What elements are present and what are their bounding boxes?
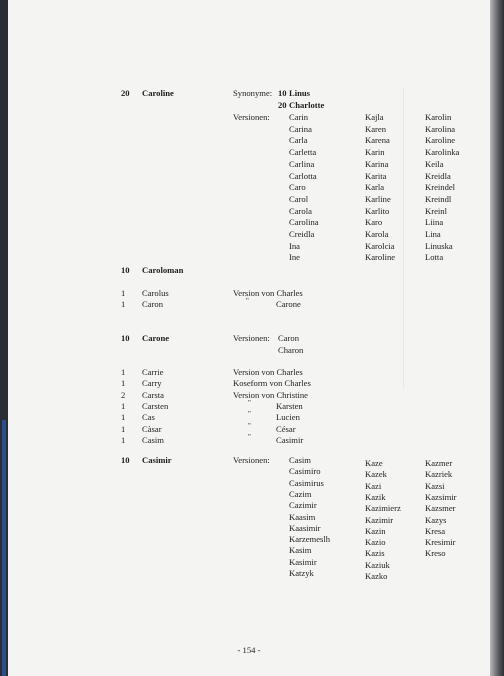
sub-name: Carry [142, 378, 162, 389]
version-name: Keila [425, 158, 444, 169]
version-name: Karoline [425, 135, 456, 146]
sub-count: 1 [121, 378, 126, 389]
version-name: Kasim [289, 545, 312, 556]
version-name: Kreso [425, 548, 446, 559]
sub-count: 1 [121, 423, 126, 434]
version-name: Carina [289, 123, 312, 134]
sub-name: Cas [142, 412, 155, 423]
sub-count: 1 [121, 400, 126, 411]
version-name: Carolina [289, 217, 319, 228]
version-name: Karline [365, 193, 391, 204]
ditto-mark: " [248, 410, 251, 419]
sub-text: César [276, 423, 296, 434]
ditto-mark: " [248, 432, 251, 441]
sub-name: Carsten [142, 400, 169, 411]
page-number: - 154 - [237, 645, 261, 655]
version-name: Lotta [425, 252, 444, 263]
version-name: Carin [289, 112, 309, 122]
version-name: Kresimir [425, 537, 456, 548]
synonyms-label: Synonyme: [233, 88, 273, 98]
version-name: Karita [365, 170, 387, 181]
cover-edge [2, 420, 6, 676]
version-name: Kaze [365, 458, 383, 468]
version-name: Kaasimir [289, 522, 321, 533]
sub-name: Carsta [142, 389, 164, 400]
version-name: Katzyk [289, 568, 314, 578]
version-name: Kreindl [425, 193, 452, 204]
ditto-mark: " [246, 297, 249, 305]
version-name: Liina [425, 217, 444, 228]
version-name: Kresa [425, 525, 446, 536]
page-stack-edge [490, 0, 504, 676]
version-name: Karolin [425, 112, 452, 122]
sub-count: 1 [121, 412, 126, 423]
entry-count: 10 [121, 333, 130, 343]
sub-name: Carolus [142, 288, 169, 298]
version-name: Cazim [289, 488, 312, 499]
version-name: Karolcia [365, 240, 395, 251]
version-name: Lina [425, 229, 441, 239]
sub-text: Lucien [276, 412, 300, 423]
version-name: Ina [289, 240, 300, 251]
entry-name: Casimir [142, 455, 172, 465]
version-name: Carola [289, 205, 312, 216]
sub-count: 1 [121, 288, 126, 298]
entry-count: 10 [121, 265, 130, 275]
sub-name: Carrie [142, 367, 164, 377]
sub-name: Càsar [142, 423, 162, 434]
version-name: Carletta [289, 147, 317, 158]
version-name: Karola [365, 229, 389, 239]
version-name: Casimirus [289, 477, 324, 488]
sub-text: Koseform von Charles [233, 378, 311, 389]
version-name: Karla [365, 182, 385, 193]
entry-name: Caroloman [142, 265, 184, 275]
version-name: Kreindel [425, 182, 456, 193]
sub-text: Casimir [276, 434, 304, 445]
version-name: Creidla [289, 229, 315, 239]
version-name: Linuska [425, 240, 453, 251]
binding-edge [0, 0, 8, 676]
version-name: Kreinl [425, 205, 447, 216]
version-name: Karlito [365, 205, 390, 216]
version-name: Kreidla [425, 170, 451, 181]
version-name: Casimiro [289, 466, 321, 477]
version-name: Kazriek [425, 469, 453, 480]
version-name: Kazmer [425, 458, 453, 468]
versions-label: Versionen: [233, 112, 270, 122]
version-name: Ine [289, 252, 300, 263]
version-name: Casim [289, 455, 311, 465]
sub-text: Version von Charles [233, 288, 303, 298]
version-name: Kazko [365, 571, 388, 581]
entry-name: Caroline [142, 88, 174, 98]
version-name: Kazsimir [425, 491, 457, 502]
versions-label: Versionen: [233, 455, 270, 465]
version-name: Carlina [289, 158, 315, 169]
synonym-count: 10 [278, 88, 287, 98]
version-name: Kazek [365, 469, 387, 480]
synonym-count: 20 [278, 100, 287, 110]
sub-text: Version von Christine [233, 389, 308, 400]
version-name: Carlotta [289, 170, 317, 181]
version-name: Kazin [365, 525, 386, 536]
sub-count: 1 [121, 434, 126, 445]
sub-text: Version von Charles [233, 367, 303, 377]
version-name: Kaasim [289, 511, 316, 522]
version-name: Karen [365, 123, 386, 134]
book-page [8, 0, 490, 676]
version-name: Caron [278, 333, 300, 343]
version-name: Karo [365, 217, 383, 228]
sub-text: Carone [276, 299, 301, 309]
versions-label: Versionen: [233, 333, 270, 343]
entry-count: 20 [121, 88, 130, 98]
ditto-mark: " [248, 421, 251, 430]
version-name: Kaziuk [365, 559, 390, 570]
version-name: Karena [365, 135, 390, 146]
version-name: Kazsi [425, 480, 445, 491]
sub-count: 1 [121, 299, 126, 309]
version-name: Kazsmer [425, 503, 456, 514]
sub-name: Caron [142, 299, 164, 309]
version-name: Kasimir [289, 556, 317, 567]
version-name: Karolina [425, 123, 456, 134]
synonym-name: Charlotte [289, 100, 325, 110]
version-name: Kazi [365, 480, 382, 491]
version-name: Charon [278, 345, 304, 355]
sub-count: 1 [121, 367, 126, 377]
version-name: Kazimir [365, 514, 394, 525]
version-name: Cazimir [289, 500, 317, 511]
entry-count: 10 [121, 455, 130, 465]
version-name: Karzemeslh [289, 534, 331, 545]
version-name: Carol [289, 193, 309, 204]
sub-name: Casim [142, 434, 164, 445]
version-name: Kazys [425, 514, 447, 525]
version-name: Kazio [365, 537, 386, 548]
version-name: Kazik [365, 491, 386, 502]
synonym-name: Linus [289, 88, 311, 98]
version-name: Karolinka [425, 147, 460, 158]
version-name: Kajla [365, 112, 384, 122]
version-name: Karoline [365, 252, 396, 263]
version-name: Carla [289, 135, 308, 146]
ditto-mark: " [248, 398, 251, 407]
version-name: Karina [365, 158, 389, 169]
version-name: Karin [365, 147, 385, 158]
version-name: Kazimierz [365, 503, 401, 514]
entry-name: Carone [142, 333, 170, 343]
version-name: Caro [289, 182, 306, 193]
version-name: Kazis [365, 548, 385, 559]
sub-text: Karsten [276, 400, 303, 411]
sub-count: 2 [121, 389, 126, 400]
